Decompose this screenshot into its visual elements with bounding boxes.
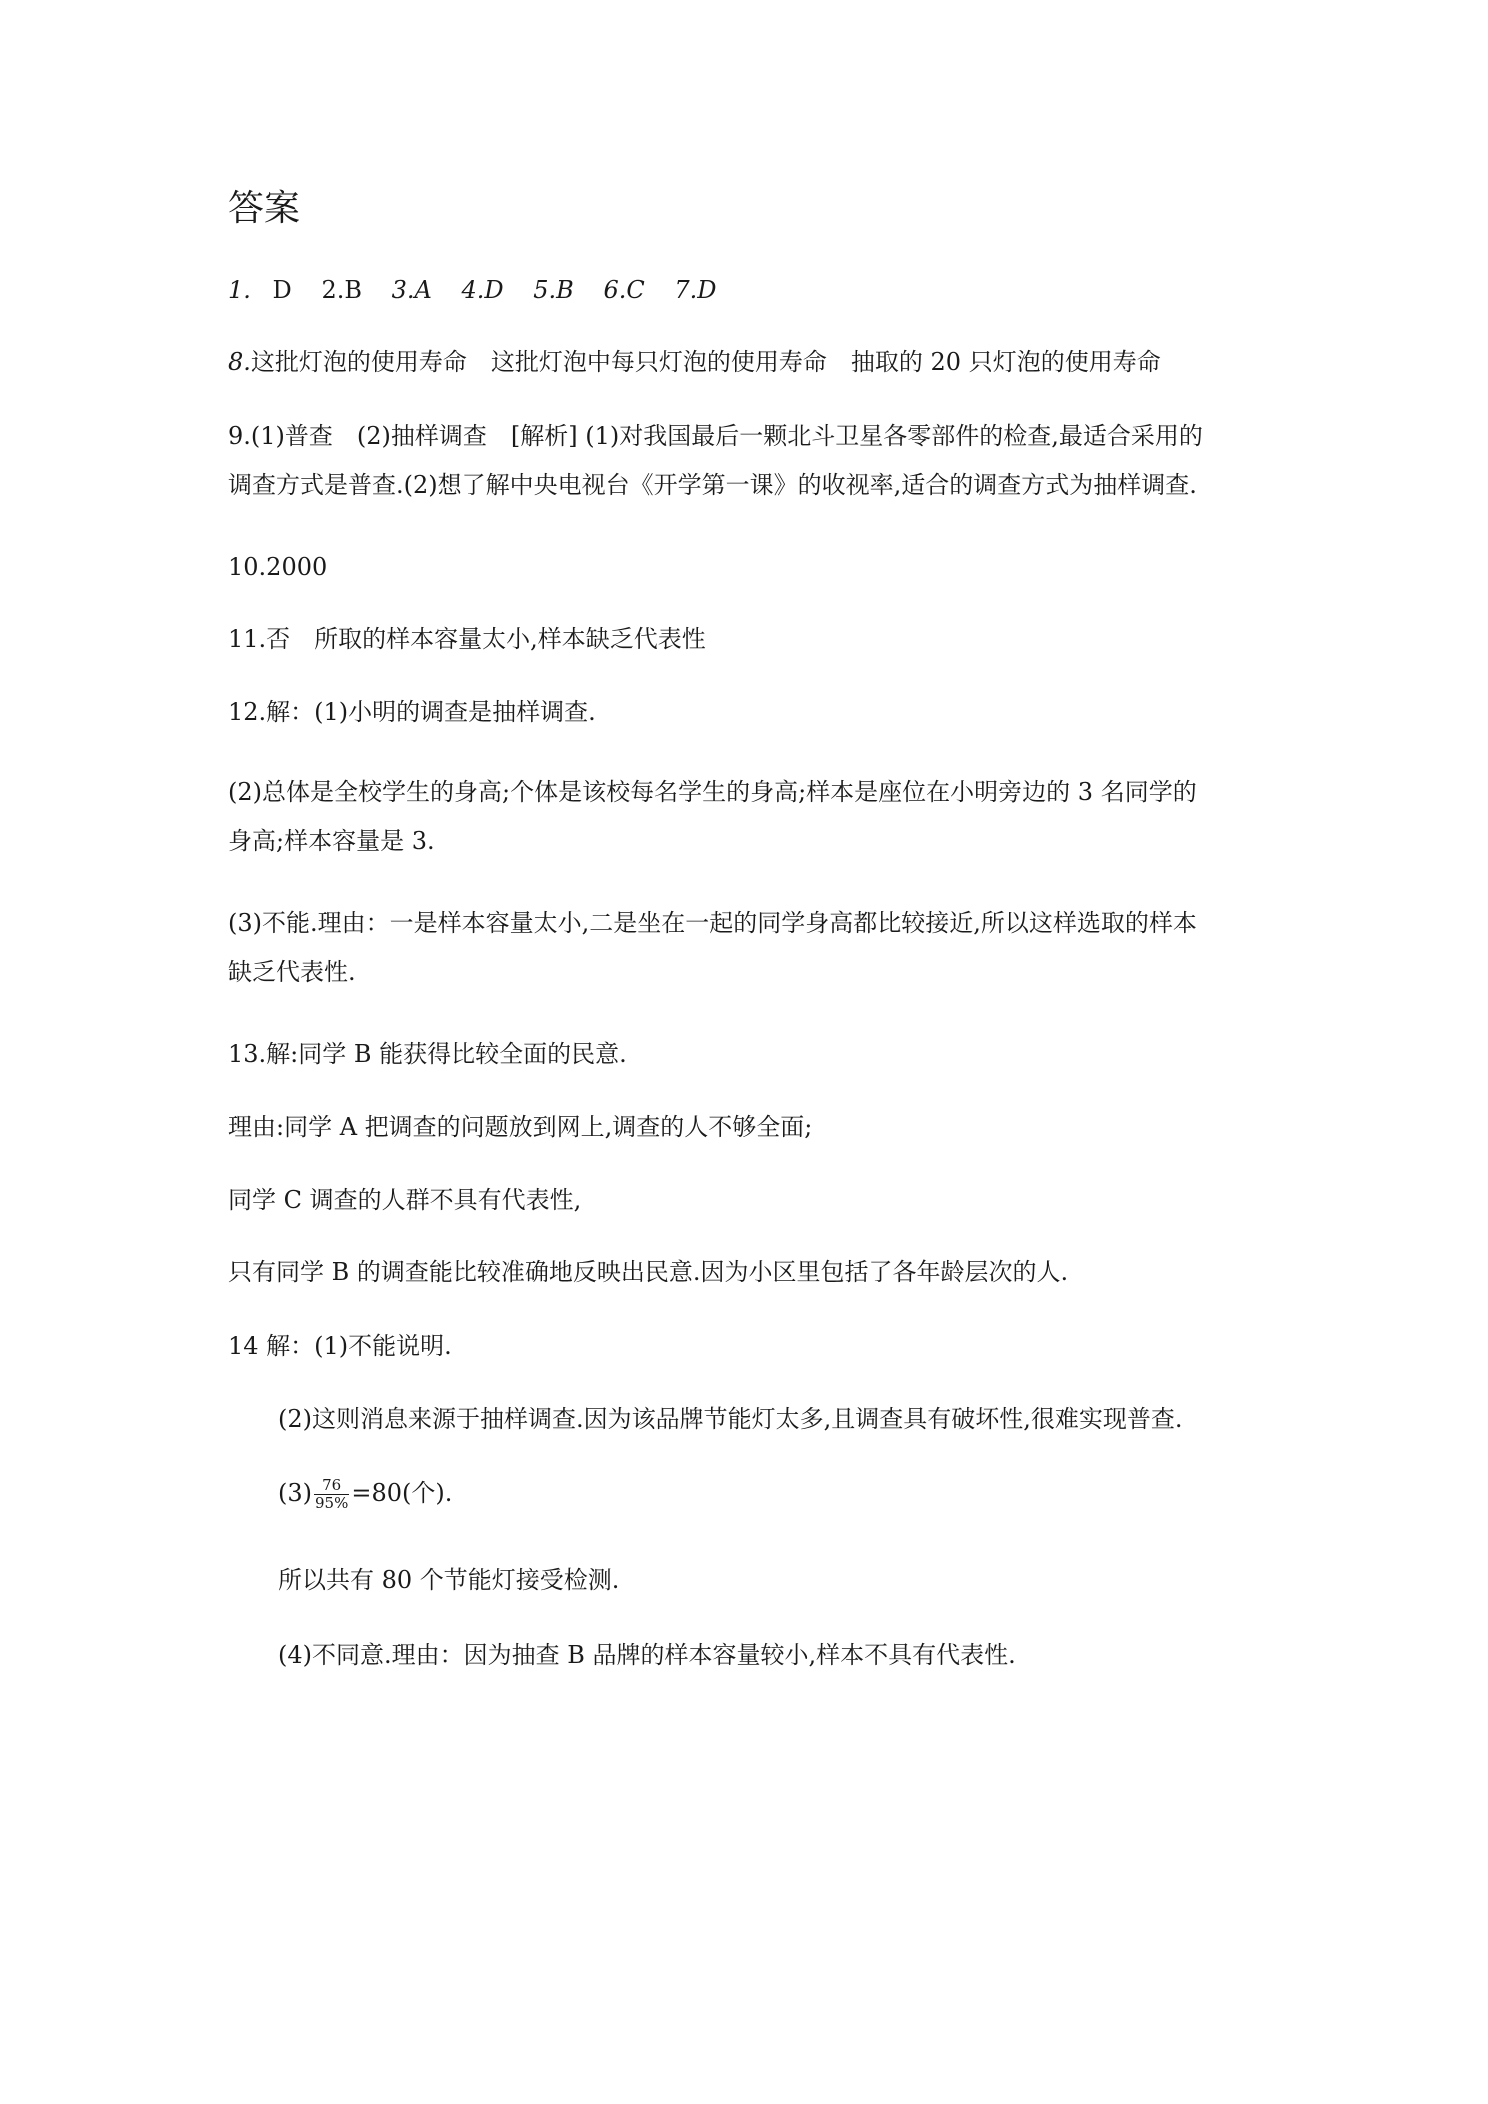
answer-9-line-1: 9.(1)普查 (2)抽样调查 [解析] (1)对我国最后一颗北斗卫星各零部件的检查,最适合采用的 [228, 422, 1203, 450]
answer-14-part-3 [278, 1477, 452, 1512]
answer-10: 10.2000 [228, 553, 328, 581]
fraction [314, 1477, 349, 1512]
answer-12-part-2-line-2: 身高;样本容量是 3. [228, 827, 435, 855]
answer-1: D [272, 276, 292, 304]
answer-1-number: 1. [228, 276, 251, 304]
answers-1-7 [228, 275, 717, 305]
answer-14-part-3-result: =80(个). [351, 1479, 453, 1507]
answer-12-part-3-line-1: (3)不能.理由：一是样本容量太小,二是坐在一起的同学身高都比较接近,所以这样选取的样本 [228, 909, 1197, 937]
answer-12-part-1: 12.解：(1)小明的调查是抽样调查. [228, 698, 596, 726]
answer-4: 4.D [461, 276, 504, 304]
answer-6: 6.C [603, 276, 645, 304]
answer-14-part-5: (4)不同意.理由：因为抽查 B 品牌的样本容量较小,样本不具有代表性. [278, 1641, 1016, 1669]
fraction-numerator: 76 [314, 1477, 349, 1495]
answer-12-part-3-line-2: 缺乏代表性. [228, 958, 356, 986]
answer-14-part-3-prefix: (3) [278, 1479, 312, 1507]
answer-14-part-2: (2)这则消息来源于抽样调查.因为该品牌节能灯太多,且调查具有破坏性,很难实现普查. [278, 1405, 1183, 1433]
answer-8-text: 这批灯泡的使用寿命 这批灯泡中每只灯泡的使用寿命 抽取的 20 只灯泡的使用寿命 [250, 348, 1161, 376]
answer-8-number: 8. [228, 348, 251, 376]
answer-14-part-1: 14 解：(1)不能说明. [228, 1332, 452, 1360]
answer-14-part-4: 所以共有 80 个节能灯接受检测. [278, 1566, 620, 1594]
page-title: 答案 [228, 188, 301, 229]
answer-13-part-3: 同学 C 调查的人群不具有代表性, [228, 1186, 582, 1214]
fraction-denominator: 95% [315, 1494, 349, 1512]
answer-3: 3.A [391, 276, 432, 304]
answer-13-part-2: 理由:同学 A 把调查的问题放到网上,调查的人不够全面; [228, 1113, 813, 1141]
answer-5: 5.B [533, 276, 574, 304]
answer-9-line-2: 调查方式是普查.(2)想了解中央电视台《开学第一课》的收视率,适合的调查方式为抽样调查. [228, 471, 1197, 499]
answer-13-part-1: 13.解:同学 B 能获得比较全面的民意. [228, 1040, 627, 1068]
answer-13-part-4: 只有同学 B 的调查能比较准确地反映出民意.因为小区里包括了各年龄层次的人. [228, 1258, 1069, 1286]
answer-2: 2.B [321, 276, 362, 304]
answer-8 [228, 347, 1161, 377]
answer-7: 7.D [674, 276, 717, 304]
answer-11: 11.否 所取的样本容量太小,样本缺乏代表性 [228, 625, 706, 653]
answer-12-part-2-line-1: (2)总体是全校学生的身高;个体是该校每名学生的身高;样本是座位在小明旁边的 3 名同学的 [228, 778, 1197, 806]
